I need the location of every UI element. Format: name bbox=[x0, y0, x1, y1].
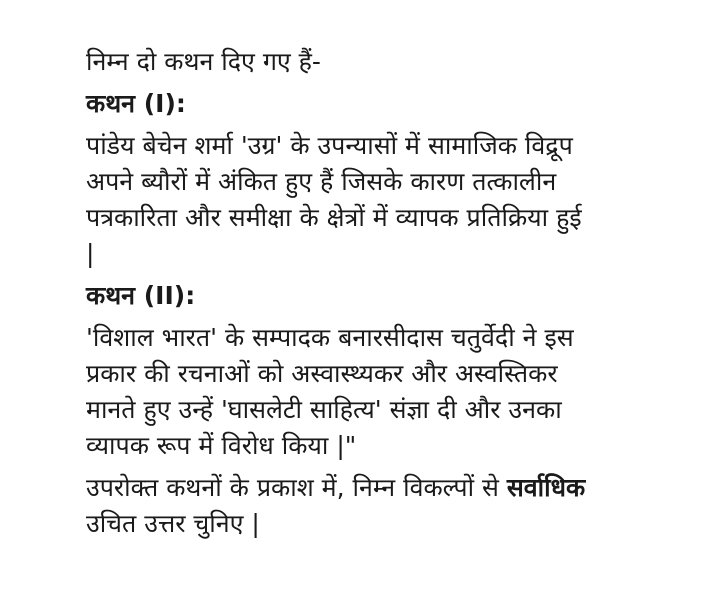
statement-2-line: मानते हुए उन्हें 'घासलेटी साहित्य' संज्ञा दी और उनका bbox=[86, 395, 562, 424]
statement-1-line: अपने ब्यौरों में अंकित हुए हैं जिसके कारण तत्कालीन bbox=[86, 167, 557, 196]
statement-1-line: | bbox=[86, 239, 95, 268]
statement-1-body bbox=[86, 128, 680, 272]
statement-2-body bbox=[86, 320, 680, 464]
statement-2-line: 'विशाल भारत' के सम्पादक बनारसीदास चतुर्वेदी ने इस bbox=[86, 323, 574, 352]
question-prompt bbox=[86, 470, 680, 542]
statement-1-heading: कथन (I): bbox=[86, 89, 186, 118]
question-line-2: उचित उत्तर चुनिए | bbox=[86, 509, 260, 538]
statement-2-heading: कथन (II): bbox=[86, 281, 196, 310]
question-prefix: उपरोक्त कथनों के प्रकाश में, निम्न विकल्पों से bbox=[86, 473, 507, 502]
question-line-1 bbox=[86, 470, 680, 506]
question-emphasis: सर्वाधिक bbox=[506, 473, 586, 502]
statement-1-line: पांडेय बेचेन शर्मा 'उग्र' के उपन्यासों में सामाजिक विद्रूप bbox=[86, 131, 573, 160]
intro-text: निम्न दो कथन दिए गए हैं- bbox=[86, 47, 321, 76]
statement-1-line: पत्रकारिता और समीक्षा के क्षेत्रों में व्यापक प्रतिक्रिया हुई bbox=[86, 203, 582, 232]
statement-2-line: प्रकार की रचनाओं को अस्वास्थ्यकर और अस्वस्तिकर bbox=[86, 359, 558, 388]
statement-2-line: व्यापक रूप में विरोध किया |" bbox=[86, 431, 357, 460]
